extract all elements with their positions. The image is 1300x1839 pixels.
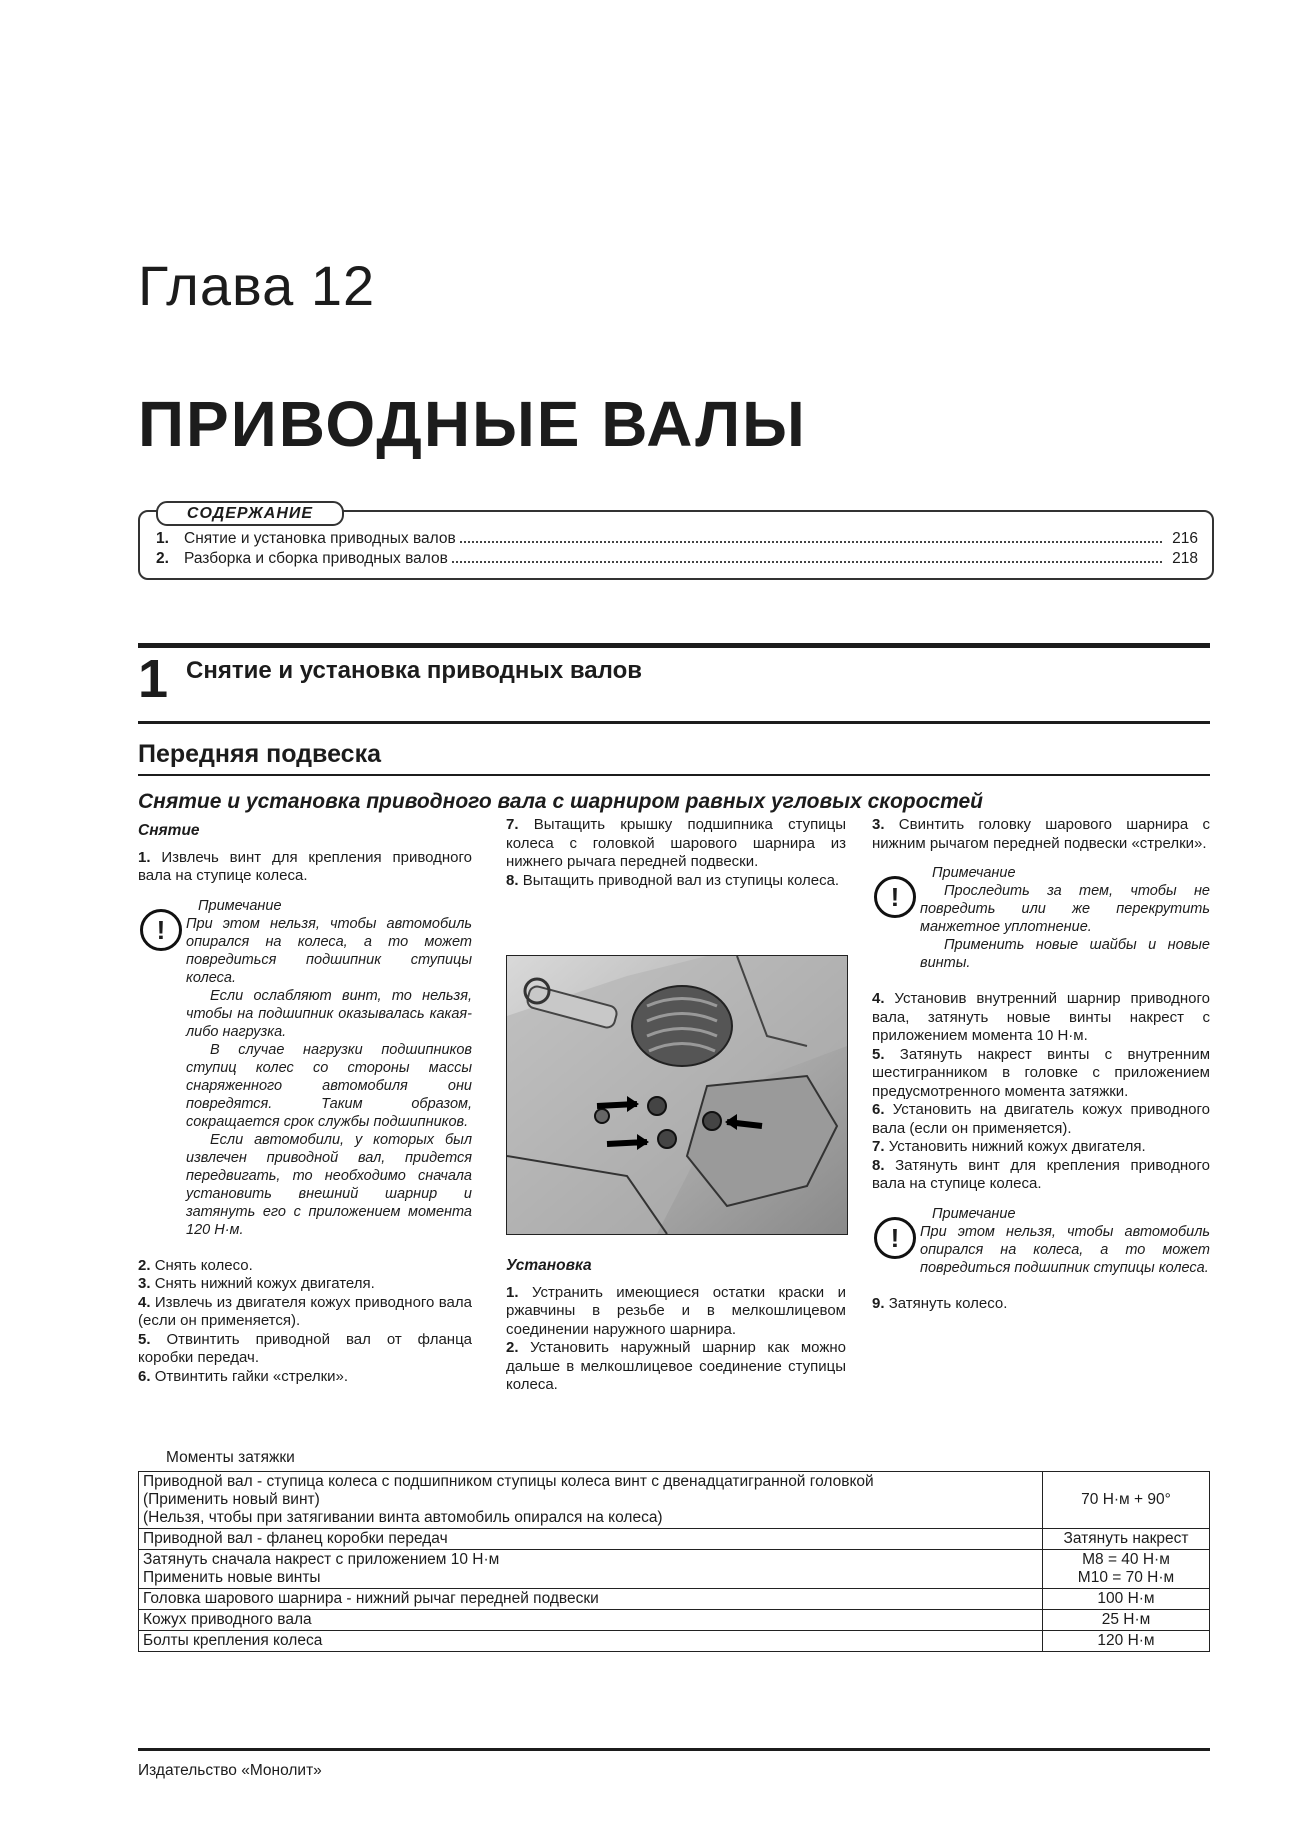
cell-line: 120 Н·м — [1097, 1632, 1155, 1649]
table-cell-description — [139, 1589, 1043, 1610]
table-row — [139, 1610, 1210, 1631]
table-cell-description — [139, 1610, 1043, 1631]
step-text: Установить наружный шарнир как можно дальше в мелкошлицевое соединение ступицы колеса. — [506, 1339, 847, 1393]
table-row — [139, 1589, 1210, 1610]
note-text: Проследить за тем, чтобы не повредить или же перекрутить манжетное уплотнение. — [920, 883, 1210, 935]
note-block — [872, 864, 1210, 972]
step-number: 9. — [872, 1294, 885, 1312]
subsection-rule — [138, 774, 1210, 776]
cell-line: M10 = 70 Н·м — [1077, 1569, 1175, 1586]
step-paragraph — [506, 1284, 846, 1340]
cell-line: Болты крепления колеса — [143, 1632, 323, 1649]
step-paragraph — [506, 816, 846, 872]
step-number: 8. — [506, 871, 519, 889]
install-column — [506, 1257, 846, 1395]
install-heading: Установка — [506, 1257, 592, 1274]
step-text: Свинтить головку шарового шарнира с нижним рычагом передней подвески «стрелки». — [872, 816, 1211, 852]
text-column-2 — [506, 816, 846, 890]
cell-line: Затянуть сначала накрест с приложением 10 Н·м — [143, 1551, 500, 1568]
step-number: 7. — [506, 816, 519, 833]
chapter-label: Глава 12 — [138, 254, 376, 317]
table-of-contents — [138, 505, 1214, 580]
table-cell-description — [139, 1631, 1043, 1652]
table-row — [139, 1472, 1210, 1529]
step-paragraph — [138, 1331, 472, 1368]
cell-line: Головка шарового шарнира - нижний рычаг передней подвески — [143, 1590, 599, 1607]
step-paragraph — [872, 1295, 1210, 1314]
removal-heading: Снятие — [138, 822, 200, 839]
toc-heading: СОДЕРЖАНИЕ — [156, 501, 344, 526]
note-text: В случае нагрузки подшипников ступиц колес со стороны массы снаряженного автомобиля они повредятся. Таким образом, сокращается срок службы подшипников. — [186, 1041, 472, 1130]
table-cell-value — [1043, 1610, 1210, 1631]
step-text: Затянуть колесо. — [888, 1294, 1008, 1312]
toc-item-number: 2. — [156, 550, 169, 567]
note-text: При этом нельзя, чтобы автомобиль опирался на колеса, а то может повредиться подшипник ступицы колеса. — [920, 1223, 1210, 1276]
step-paragraph — [138, 1257, 472, 1276]
step-paragraph — [506, 872, 846, 891]
table-row — [139, 1631, 1210, 1652]
cell-line: 70 Н·м + 90° — [1081, 1491, 1171, 1508]
table-cell-description — [139, 1472, 1043, 1529]
step-paragraph — [872, 1157, 1210, 1194]
step-number: 6. — [138, 1367, 151, 1385]
step-number: 3. — [872, 816, 885, 833]
step-text: Отвинтить гайки «стрелки». — [154, 1367, 349, 1385]
cell-line: (Нельзя, чтобы при затягивании винта автомобиль опирался на колеса) — [143, 1509, 663, 1526]
step-paragraph — [872, 1101, 1210, 1138]
step-paragraph — [872, 816, 1210, 853]
toc-item[interactable] — [156, 530, 1198, 550]
table-cell-description — [139, 1550, 1043, 1589]
warning-icon: ! — [874, 876, 916, 918]
note-block — [872, 1205, 1210, 1277]
suspension-illustration — [507, 956, 847, 1234]
step-number: 4. — [872, 990, 885, 1007]
step-text: Затянуть винт для крепления приводного вала на ступице колеса. — [872, 1156, 1210, 1192]
section-number: 1 — [138, 649, 169, 709]
step-text: Отвинтить приводной вал от фланца коробки передач. — [138, 1330, 473, 1366]
step-number: 1. — [506, 1283, 519, 1301]
note-label: Примечание — [932, 1205, 1016, 1222]
step-text: Извлечь винт для крепления приводного вала на ступице колеса. — [138, 848, 473, 884]
step-text: Установить на двигатель кожух приводного вала (если он применяется). — [872, 1101, 1210, 1137]
step-paragraph — [872, 1046, 1210, 1102]
cell-line: Применить новые винты — [143, 1569, 321, 1586]
warning-icon: ! — [874, 1217, 916, 1259]
cell-line: Приводной вал - фланец коробки передач — [143, 1530, 448, 1547]
step-text: Вытащить крышку подшипника ступицы колеса с головкой шарового шарнира из нижнего рычага передней подвески. — [506, 816, 846, 870]
step-number: 3. — [138, 1275, 151, 1292]
step-paragraph — [506, 1339, 846, 1395]
note-label: Примечание — [932, 865, 1016, 881]
toc-item-page: 218 — [1172, 550, 1198, 567]
toc-item[interactable] — [156, 550, 1198, 570]
drive-shaft-photo — [506, 955, 848, 1235]
step-text: Затянуть накрест винты с внутренним шестигранником в головке с приложением предусмотренного момента затяжки. — [872, 1045, 1211, 1100]
text-column-1 — [138, 822, 472, 1386]
publisher: Издательство «Монолит» — [138, 1762, 322, 1779]
toc-leader-dots — [452, 561, 1162, 563]
note-text: Если ослабляют винт, то нельзя, чтобы на подшипник оказывалась какая-либо нагрузка. — [186, 987, 472, 1040]
step-text: Извлечь из двигателя кожух приводного вала (если он применяется). — [138, 1293, 472, 1329]
step-number: 2. — [506, 1339, 519, 1356]
step-number: 1. — [138, 848, 151, 866]
table-cell-value — [1043, 1529, 1210, 1550]
cell-line: 25 Н·м — [1101, 1611, 1151, 1628]
toc-item-title: Разборка и сборка приводных валов — [184, 550, 448, 567]
chapter-title: ПРИВОДНЫЕ ВАЛЫ — [138, 388, 807, 460]
note-block — [138, 897, 472, 1239]
step-text: Устранить имеющиеся остатки краски и ржавчины в резьбе и в мелкошлицевом соединении наружного шарнира. — [506, 1283, 846, 1338]
cell-line: (Применить новый винт) — [143, 1491, 320, 1508]
table-row — [139, 1550, 1210, 1589]
step-text: Снять нижний кожух двигателя. — [154, 1275, 375, 1292]
note-text: Если автомобили, у которых был извлечен приводной вал, придется передвигать, то необходимо сначала установить внешний шарнир и затянуть его с приложением момента 120 Н·м. — [186, 1131, 472, 1238]
step-paragraph — [138, 849, 472, 886]
step-number: 8. — [872, 1156, 885, 1174]
cell-line: M8 = 40 Н·м — [1082, 1551, 1170, 1568]
table-cell-value — [1043, 1550, 1210, 1589]
text-column-3 — [872, 816, 1210, 1313]
toc-item-title: Снятие и установка приводных валов — [184, 530, 456, 547]
toc-item-number: 1. — [156, 530, 169, 547]
table-row — [139, 1529, 1210, 1550]
warning-icon: ! — [140, 909, 182, 951]
step-paragraph — [138, 1275, 472, 1294]
step-paragraph — [138, 1294, 472, 1331]
step-text: Установив внутренний шарнир приводного вала, затянуть новые винты накрест с приложением момента 10 Н·м. — [872, 990, 1211, 1044]
table-cell-value — [1043, 1472, 1210, 1529]
section-rule-bottom — [138, 721, 1210, 724]
torque-table — [138, 1471, 1210, 1652]
step-paragraph — [872, 990, 1210, 1046]
section-title: Снятие и установка приводных валов — [186, 657, 642, 684]
torque-caption: Моменты затяжки — [166, 1449, 295, 1466]
toc-leader-dots — [460, 541, 1162, 543]
note-text: При этом нельзя, чтобы автомобиль опирался на колеса, а то может повредиться подшипник ступицы колеса. — [186, 915, 472, 986]
subsection-title: Передняя подвеска — [138, 740, 381, 768]
toc-item-page: 216 — [1172, 530, 1198, 547]
note-text: Применить новые шайбы и новые винты. — [920, 937, 1210, 971]
step-number: 2. — [138, 1256, 151, 1274]
cell-line: Кожух приводного вала — [143, 1611, 312, 1628]
step-number: 4. — [138, 1293, 151, 1311]
step-number: 5. — [138, 1330, 151, 1348]
section-rule-top — [138, 643, 1210, 648]
step-text: Снять колесо. — [154, 1256, 253, 1274]
cell-line: Затянуть накрест — [1063, 1530, 1189, 1547]
step-number: 6. — [872, 1101, 885, 1118]
table-cell-description — [139, 1529, 1043, 1550]
step-paragraph — [872, 1138, 1210, 1157]
cell-line: Приводной вал - ступица колеса с подшипником ступицы колеса винт с двенадцатигранной головкой — [143, 1473, 874, 1490]
table-cell-value — [1043, 1589, 1210, 1610]
step-text: Вытащить приводной вал из ступицы колеса. — [522, 871, 840, 889]
step-number: 5. — [872, 1045, 885, 1063]
footer-rule — [138, 1748, 1210, 1751]
procedure-title: Снятие и установка приводного вала с шарниром равных угловых скоростей — [138, 790, 984, 813]
note-label: Примечание — [198, 897, 282, 914]
step-number: 7. — [872, 1138, 885, 1155]
cell-line: 100 Н·м — [1097, 1590, 1155, 1607]
table-cell-value — [1043, 1631, 1210, 1652]
step-text: Установить нижний кожух двигателя. — [888, 1138, 1146, 1155]
step-paragraph — [138, 1368, 472, 1387]
